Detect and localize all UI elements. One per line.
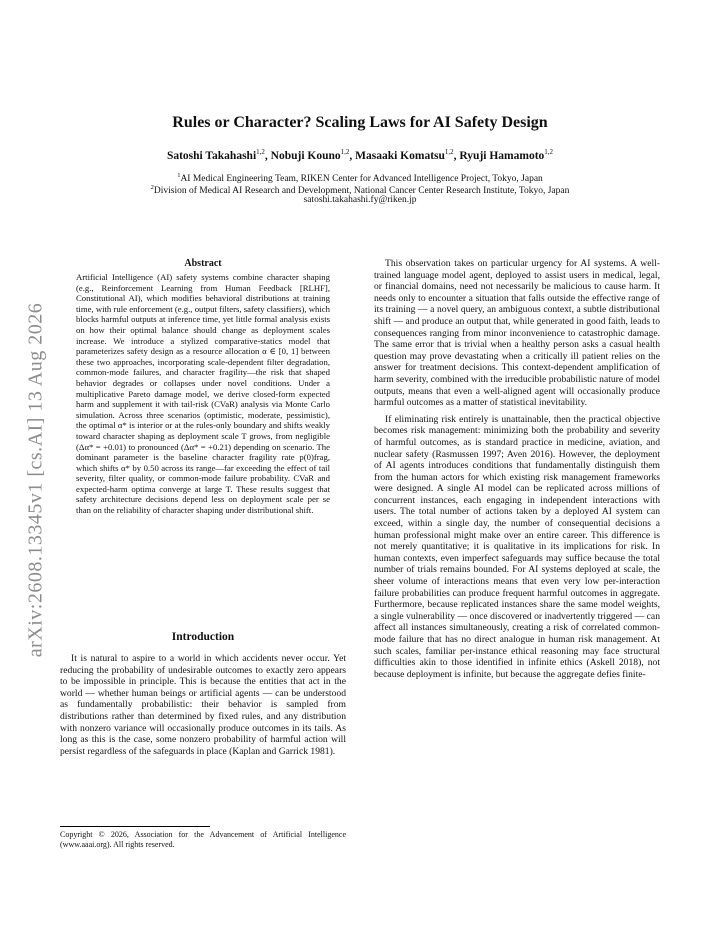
affiliation-1: $^1$AI Medical Engineering Team, RIKEN Center for Advanced Intelligence Project, Tokyo, Japan xyxy=(177,172,543,185)
abstract-heading: Abstract xyxy=(184,258,222,269)
footnote-rule xyxy=(60,826,210,827)
paragraph: If eliminating risk entirely is unattainable, then the practical objective becomes risk management: minimizing both the probability and severity of harmful outcomes, as is standard practice in medicine, aviation, and nuclear safety (Rasmussen 1997; Aven 2016). However, the deployment of AI agents introduces conditions that fundamentally distinguish them from the human actors for which existing risk management frameworks were designed. A single AI model can be replicated across millions of concurrent instances, each engaging in independent interactions with users. The total number of actions taken by a deployed AI system can exceed, within a single day, the number of consequential decisions a human professional might make over an entire career. This difference is not merely quantitative; it is qualitative in its implications for risk. In human contexts, even imperfect safeguards may suffice because the total number of trials remains bounded. For AI systems deployed at scale, the sheer volume of interactions means that even very low per-interaction failure probabilities can produce frequent harmful outcomes in aggregate. Furthermore, because replicated instances share the same model weights, a single vulnerability — once discovered or inadvertently triggered — can affect all instances simultaneously, creating a risk of correlated common-mode failure that has no direct analogue in human risk management. At such scales, familiar per-instance ethical reasoning may face structural difficulties akin to those identified in infinite ethics (Askell 2018), not because deployment is infinite, but because the aggregate defies finite- xyxy=(374,413,660,680)
author-name: Masaaki Komatsu xyxy=(355,149,445,162)
author-email: satoshi.takahashi.fy@riken.jp xyxy=(303,195,417,205)
author-name: Satoshi Takahashi xyxy=(166,149,257,162)
introduction-heading: Introduction xyxy=(171,631,235,643)
right-column-body xyxy=(374,258,660,680)
paragraph: It is natural to aspire to a world in which accidents never occur. Yet reducing the probability of undesirable outcomes to exactly zero appears to be impossible in principle. This is because the entities that act in the world — whether human beings or artificial agents — can be understood as fundamentally probabilistic: their behavior is sampled from distributions rather than determined by fixed rules, and any distribution with nonzero variance will occasionally produce outcomes in its tails. As long as this is the case, some nonzero probability of harmful action will persist regardless of the safeguards in place (Kaplan and Garrick 1981). xyxy=(60,653,346,757)
paragraph: This observation takes on particular urgency for AI systems. A well-trained language model agent, deployed to assist users in medical, legal, or financial domains, need not necessarily be malicious to cause harm. It needs only to encounter a situation that falls outside the effective range of its training — a novel query, an ambiguous context, a subtle distributional shift — and produce an output that, while generated in good faith, leads to consequences ranging from minor inconvenience to catastrophic damage. The same error that is trivial when a healthy person asks a casual health question may prove devastating when a critically ill patient relies on the answer for treatment decisions. This context-dependent amplification of harm severity, combined with the irreducible probabilistic nature of model outputs, means that even a well-aligned agent will occasionally produce harmful outcomes as a matter of statistical inevitability. xyxy=(374,258,660,409)
introduction-body xyxy=(60,653,346,757)
arxiv-watermark xyxy=(16,250,56,710)
paper-title: Rules or Character? Scaling Laws for AI Safety Design xyxy=(172,114,548,131)
author-name: Nobuji Kouno xyxy=(270,149,341,162)
author-list: Satoshi Takahashi$^{1,2}$, Nobuji Kouno$^{1,2}$, Masaaki Komatsu$^{1,2}$, Ryuji Hamamoto$^{1,2}$ xyxy=(166,148,554,162)
copyright-footnote: Copyright © 2026, Association for the Advancement of Artificial Intelligence (www.aaai.org). All rights reserved. xyxy=(60,830,346,849)
affiliation-2: $^2$Division of Medical AI Research and Development, National Cancer Center Research Institute, Tokyo, Japan xyxy=(150,184,570,197)
abstract-text: Artificial Intelligence (AI) safety systems combine character shaping (e.g., Reinforcement Learning from Human Feedback [RLHF], Constitutional AI), which modifies behavioral distributions at training time, with rule enforcement (e.g., output filters, safety classifiers), which blocks harmful outputs at inference time, yet little formal analysis exists on how their optimal balance should change as deployment scales increase. We introduce a stylized comparative-statics model that parameterizes safety design as a resource allocation α ∈ [0, 1] between these two approaches, incorporating scale-dependent filter degradation, common-mode failures, and character fragility—the risk that shaped behavior degrades or collapses under novel conditions. Under a multiplicative Pareto damage model, we derive closed-form expected harm and supplement it with tail-risk (CVaR) analysis via Monte Carlo simulation. Across three scenarios (optimistic, moderate, pessimistic), the optimal α* is interior or at the rules-only boundary and shifts weakly toward character shaping as deployment scale T grows, from negligible (Δα* = +0.01) to pronounced (Δα* = +0.21) depending on scenario. The dominant parameter is the baseline character fragility rate p(0)frag, which shifts α* by 0.50 across its range—far exceeding the effect of tail severity, filter quality, or common-mode failure probability. CVaR and expected-harm optima converge at large T. These results suggest that safety architecture decisions depend less on deployment scale per se than on the reliability of character shaping under distributional shift. xyxy=(76,272,330,516)
arxiv-id: arXiv:2608.13345v1 [cs.AI] 13 Aug 2026 xyxy=(24,302,47,658)
author-name: Ryuji Hamamoto xyxy=(459,149,545,162)
abstract-body xyxy=(76,272,330,516)
